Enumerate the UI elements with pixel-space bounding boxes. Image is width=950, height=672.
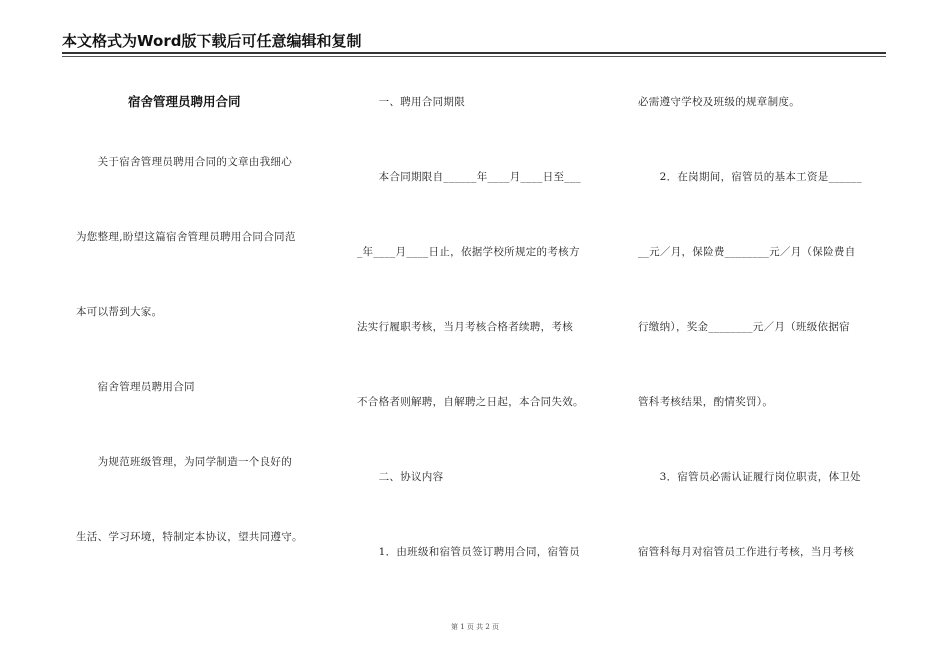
- paragraph-line: 二、协议内容: [357, 471, 444, 483]
- paragraph-line: 本可以帮到大家。: [76, 306, 163, 318]
- paragraph-line: 生活、学习环境，特制定本协议，望共同遵守。: [76, 531, 303, 543]
- paragraph-line: __元／月，保险费________元／月（保险费自: [638, 246, 856, 258]
- paragraph-line: 行缴纳），奖金________元／月（班级依据宿: [638, 321, 850, 333]
- paragraph-line: 本合同期限自______年____月____日至___: [357, 171, 581, 183]
- paragraph-line: 宿舍管理员聘用合同: [76, 381, 195, 393]
- paragraph-line: 为规范班级管理，为同学制造一个良好的: [76, 456, 292, 468]
- paragraph-line: 法实行履职考核，当月考核合格者续聘，考核: [357, 321, 573, 333]
- paragraph-line: 1．由班级和宿管员签订聘用合同，宿管员: [357, 546, 580, 558]
- document-header: 本文格式为Word版下载后可任意编辑和复制: [62, 32, 362, 50]
- paragraph-line: 3．宿管员必需认证履行岗位职责，体卫处: [638, 471, 861, 483]
- paragraph-line: _年____月____日止，依据学校所规定的考核方: [357, 246, 580, 258]
- document-title: 宿舍管理员聘用合同: [128, 94, 241, 109]
- paragraph-line: 宿管科每月对宿管员工作进行考核，当月考核: [638, 546, 854, 558]
- paragraph-line: 不合格者则解聘，自解聘之日起，本合同失效。: [357, 396, 584, 408]
- paragraph-line: 一、聘用合同期限: [357, 96, 465, 108]
- paragraph-line: 管科考核结果，酌情奖罚）。: [638, 396, 774, 408]
- page-number: 第 1 页 共 2 页: [450, 623, 500, 631]
- paragraph-line: 2．在岗期间，宿管员的基本工资是______: [638, 171, 862, 183]
- header-rule-thin: [62, 56, 886, 57]
- paragraph-line: 关于宿舍管理员聘用合同的文章由我细心: [76, 156, 292, 168]
- paragraph-line: 必需遵守学校及班级的规章制度。: [638, 96, 800, 108]
- paragraph-line: 为您整理,盼望这篇宿舍管理员聘用合同合同范: [76, 231, 296, 243]
- header-rule-thick: [62, 52, 886, 54]
